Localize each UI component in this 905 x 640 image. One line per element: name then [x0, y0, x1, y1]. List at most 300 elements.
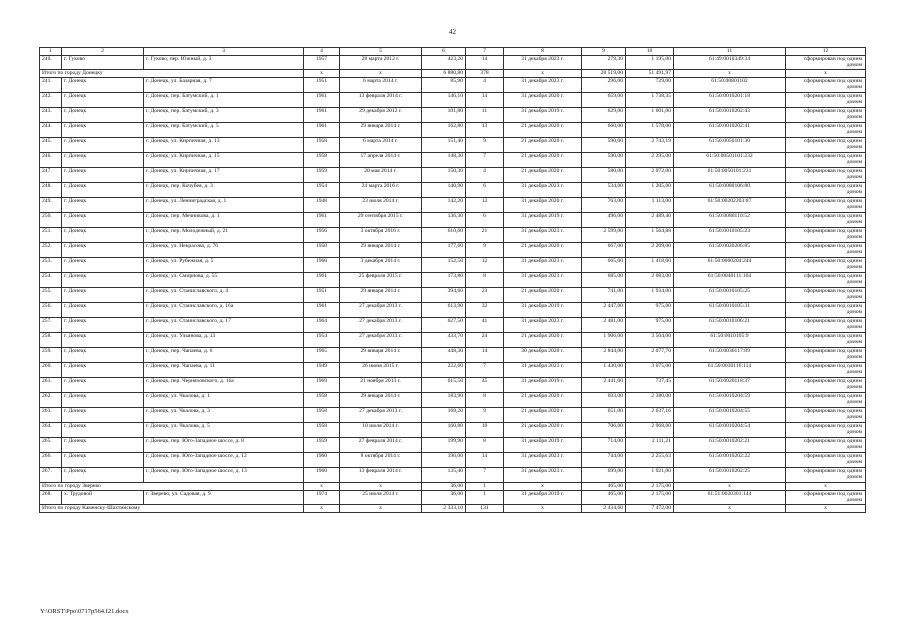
row-col9: 685,00	[582, 272, 626, 287]
row-number: 258.	[40, 332, 62, 347]
row-residents: 21	[466, 227, 504, 242]
row-address: г. Донецк, ул. Базарная, д. 7	[144, 77, 304, 92]
row-status: сформирован под одним домом	[786, 122, 866, 137]
row-col9: 744,00	[582, 452, 626, 467]
row-col9: 714,00	[582, 437, 626, 452]
row-col9: 693,00	[582, 392, 626, 407]
row-deadline: 21 декабря 2020 г.	[504, 407, 582, 422]
row-status: сформирован под одним домом	[786, 152, 866, 167]
subtotal-col12: x	[786, 69, 866, 77]
row-col9: 465,00	[582, 490, 626, 504]
table-row	[40, 437, 866, 452]
table-row	[40, 212, 866, 227]
row-area: 613,90	[422, 302, 466, 317]
row-year: 1959	[304, 437, 340, 452]
row-area: 85,90	[422, 77, 466, 92]
row-date: 29 декабря 2012 г.	[340, 107, 422, 122]
row-status: сформирован под одним домом	[786, 407, 866, 422]
row-address: г. Донецк, пер. Чапаева, д. 6	[144, 347, 304, 362]
row-number: 257.	[40, 317, 62, 332]
row-col9: 651,00	[582, 407, 626, 422]
subtotal-area: 2 333,10	[422, 504, 466, 512]
row-deadline: 21 декабря 2020 г.	[504, 167, 582, 182]
row-residents: 12	[466, 197, 504, 212]
row-city: г. Донецк	[62, 437, 144, 452]
row-year: 1954	[304, 332, 340, 347]
table-row	[40, 122, 866, 137]
row-number: 265.	[40, 437, 62, 452]
row-date: 3 декабря 2014 г.	[340, 257, 422, 272]
row-col10: 3 504,00	[626, 332, 674, 347]
subtotal-col10: 7 472,00	[626, 504, 674, 512]
row-status: сформирован под одним домом	[786, 377, 866, 392]
row-deadline: 21 декабря 2020 г.	[504, 242, 582, 257]
row-col10: 729,00	[626, 77, 674, 92]
subtotal-date: x	[340, 504, 422, 512]
row-deadline: 31 декабря 2023 г.	[504, 257, 582, 272]
row-area: 152,50	[422, 257, 466, 272]
row-col10: 3 075,00	[626, 362, 674, 377]
row-date: 25 февраля 2015 г.	[340, 272, 422, 287]
row-status: сформирован под одним домом	[786, 227, 866, 242]
row-cadastral: 61:50:0010202:25	[674, 467, 786, 482]
row-address: г. Донецк, ул. Ульянова, д. 13	[144, 332, 304, 347]
row-city: г. Донецк	[62, 122, 144, 137]
row-status: сформирован под одним домом	[786, 490, 866, 504]
row-status: сформирован под одним домом	[786, 452, 866, 467]
row-cadastral: 61:50:0020206:85	[674, 242, 786, 257]
row-number: 261.	[40, 377, 62, 392]
row-address: г. Донецк, ул. Станиславского, д. 4	[144, 287, 304, 302]
row-col9: 741,00	[582, 287, 626, 302]
row-status: сформирован под одним домом	[786, 257, 866, 272]
subtotal-label: Итого по городу Зверево	[40, 482, 304, 490]
row-date: 29 января 2014 г.	[340, 392, 422, 407]
row-number: 241.	[40, 77, 62, 92]
row-residents: 14	[466, 56, 504, 70]
row-col10: 975,00	[626, 302, 674, 317]
row-city: г. Гуково	[62, 56, 144, 70]
column-number: 2	[62, 48, 144, 56]
table-row	[40, 56, 866, 70]
row-deadline: 31 декабря 2019 г.	[504, 302, 582, 317]
row-residents: 1	[466, 490, 504, 504]
row-area: 173,80	[422, 272, 466, 287]
row-date: 27 декабря 2013 г.	[340, 407, 422, 422]
row-number: 250.	[40, 212, 62, 227]
column-number: 12	[786, 48, 866, 56]
row-date: 29 сентября 2015 г.	[340, 212, 422, 227]
row-deadline: 21 декабря 2020 г.	[504, 137, 582, 152]
row-residents: 6	[466, 212, 504, 227]
subtotal-year: x	[304, 482, 340, 490]
row-address: г. Гуково, пер. Южный, д. 3	[144, 56, 304, 70]
row-area: 140,90	[422, 182, 466, 197]
row-address: г. Донецк, ул. Чкалова, д. 3	[144, 407, 304, 422]
row-area: 183,90	[422, 392, 466, 407]
row-year: 1950	[304, 242, 340, 257]
subtotal-year: x	[304, 504, 340, 512]
row-col10: 1 601,00	[626, 107, 674, 122]
table-row	[40, 490, 866, 504]
row-residents: 9	[466, 242, 504, 257]
row-city: г. Донецк	[62, 287, 144, 302]
row-cadastral: 61:50:0010204:55	[674, 407, 786, 422]
row-col9: 659,00	[582, 92, 626, 107]
row-number: 251.	[40, 227, 62, 242]
table-row	[40, 407, 866, 422]
row-col9: 590,00	[582, 152, 626, 167]
subtotal-col9: 28 519,00	[582, 69, 626, 77]
column-number: 6	[422, 48, 466, 56]
row-cadastral: 61:50:0030117:89	[674, 347, 786, 362]
row-deadline: 21 декабря 2020 г.	[504, 152, 582, 167]
row-cadastral: 61:51:0020301:144	[674, 490, 786, 504]
subtotal-residents: 1	[466, 482, 504, 490]
row-col9: 279,30	[582, 56, 626, 70]
table-row	[40, 167, 866, 182]
row-col10: 1 195,00	[626, 56, 674, 70]
row-status: сформирован под одним домом	[786, 347, 866, 362]
subtotal-date: x	[340, 482, 422, 490]
row-area: 627,50	[422, 317, 466, 332]
row-date: 27 декабря 2013 г.	[340, 332, 422, 347]
row-col9: 2 599,00	[582, 227, 626, 242]
row-deadline: 31 декабря 2019 г.	[504, 437, 582, 452]
row-status: сформирован под одним домом	[786, 317, 866, 332]
row-residents: 10	[466, 422, 504, 437]
row-deadline: 21 декабря 2020 г.	[504, 122, 582, 137]
column-number: 1	[40, 48, 62, 56]
row-address: г. Донецк, пер. Батумский, д. 1	[144, 92, 304, 107]
row-status: сформирован под одним домом	[786, 92, 866, 107]
row-cadastral: 61:50:00501101:232	[674, 152, 786, 167]
row-cadastral: 61:50:0010202:21	[674, 437, 786, 452]
row-residents: 8	[466, 392, 504, 407]
column-number: 5	[340, 48, 422, 56]
row-col9: 2 481,00	[582, 317, 626, 332]
row-area: 150,30	[422, 167, 466, 182]
table-row	[40, 392, 866, 407]
row-number: 252.	[40, 242, 62, 257]
row-year: 1959	[304, 167, 340, 182]
row-address: г. Донецк, пер. Молодежный, д. 21	[144, 227, 304, 242]
row-city: г. Донецк	[62, 227, 144, 242]
row-city: г. Донецк	[62, 167, 144, 182]
table-row	[40, 317, 866, 332]
row-deadline: 31 декабря 2023 г.	[504, 56, 582, 70]
row-col10: 1 418,00	[626, 257, 674, 272]
row-date: 21 ноября 2013 г.	[340, 377, 422, 392]
row-number: 263.	[40, 407, 62, 422]
row-deadline: 31 декабря 2023 г.	[504, 467, 582, 482]
table-row	[40, 452, 866, 467]
row-deadline: 31 декабря 2023 г.	[504, 227, 582, 242]
row-number: 262.	[40, 392, 62, 407]
housing-table	[39, 47, 866, 513]
row-col9: 496,00	[582, 212, 626, 227]
table-row	[40, 347, 866, 362]
row-address: г. Донецк, пер. Черняховского, д. 16а	[144, 377, 304, 392]
row-city: г. Донецк	[62, 197, 144, 212]
row-cadastral: 61:50:0030116:114	[674, 362, 786, 377]
row-residents: 8	[466, 437, 504, 452]
row-address: г. Зверево, ул. Садовая, д. 9	[144, 490, 304, 504]
row-col9: 2 844,00	[582, 347, 626, 362]
row-number: 245.	[40, 137, 62, 152]
row-city: г. Донецк	[62, 92, 144, 107]
row-area: 222,60	[422, 362, 466, 377]
row-status: сформирован под одним домом	[786, 422, 866, 437]
row-status: сформирован под одним домом	[786, 302, 866, 317]
row-date: 3 октября 2016 г.	[340, 227, 422, 242]
row-col10: 1 934,00	[626, 287, 674, 302]
table-row	[40, 287, 866, 302]
row-number: 254.	[40, 272, 62, 287]
row-number: 253.	[40, 257, 62, 272]
row-number: 240.	[40, 56, 62, 70]
row-residents: 9	[466, 407, 504, 422]
subtotal-col11: x	[674, 69, 786, 77]
row-city: г. Донецк	[62, 422, 144, 437]
row-cadastral: 61:50:0010202:41	[674, 122, 786, 137]
row-address: г. Донецк, ул. Кирпичная, д. 15	[144, 152, 304, 167]
subtotal-col12: x	[786, 482, 866, 490]
row-residents: 4	[466, 167, 504, 182]
row-area: 101,80	[422, 107, 466, 122]
row-cadastral: 61:50:0010202:22	[674, 452, 786, 467]
row-col9: 2 441,00	[582, 377, 626, 392]
table-row	[40, 377, 866, 392]
row-col10: 1 578,00	[626, 122, 674, 137]
row-address: г. Донецк, пер. Юго-Западное шоссе, д. 13	[144, 467, 304, 482]
row-year: 1961	[304, 212, 340, 227]
subtotal-col12: x	[786, 504, 866, 512]
row-deadline: 31 декабря 2023 г.	[504, 272, 582, 287]
row-city: г. Донецк	[62, 137, 144, 152]
row-date: 20 мая 2014 г.	[340, 167, 422, 182]
table-row	[40, 152, 866, 167]
row-col10: 2 380,00	[626, 392, 674, 407]
table-row	[40, 272, 866, 287]
row-deadline: 21 декабря 2020 г.	[504, 287, 582, 302]
subtotal-label: Итого по городу Донецку	[40, 69, 304, 77]
row-col9: 534,00	[582, 182, 626, 197]
row-col10: 1 564,88	[626, 227, 674, 242]
subtotal-year: x	[304, 69, 340, 77]
row-address: г. Донецк, ул. Рубежная, д. 5	[144, 257, 304, 272]
row-col10: 2 111,21	[626, 437, 674, 452]
row-area: 168,20	[422, 407, 466, 422]
subtotal-col9: 465,00	[582, 482, 626, 490]
row-number: 249.	[40, 197, 62, 212]
row-col9: 629,00	[582, 107, 626, 122]
row-address: г. Донецк, ул. Чкалова, д. 1	[144, 392, 304, 407]
row-city: г. Донецк	[62, 182, 144, 197]
row-status: сформирован под одним домом	[786, 107, 866, 122]
row-status: сформирован под одним домом	[786, 56, 866, 70]
row-city: г. Донецк	[62, 407, 144, 422]
row-cadastral: 61:50:00801102	[674, 77, 786, 92]
row-address: г. Донецк, ул. Кирпичная, д. 13	[144, 137, 304, 152]
row-year: 1960	[304, 257, 340, 272]
row-year: 1961	[304, 302, 340, 317]
column-number: 7	[466, 48, 504, 56]
row-date: 23 июля 2014 г.	[340, 197, 422, 212]
row-number: 268.	[40, 490, 62, 504]
row-col9: 580,00	[582, 167, 626, 182]
row-year: 1958	[304, 137, 340, 152]
row-cadastral: 61:50:0010204:59	[674, 392, 786, 407]
row-number: 246.	[40, 152, 62, 167]
subtotal-residents: 378	[466, 69, 504, 77]
row-cadastral: 61:50:0020118:37	[674, 377, 786, 392]
row-cadastral: 61:50:0010202:43	[674, 107, 786, 122]
row-col9: 763,00	[582, 197, 626, 212]
row-number: 248.	[40, 182, 62, 197]
row-cadastral: 61:50:0080110:52	[674, 212, 786, 227]
column-number: 4	[304, 48, 340, 56]
row-city: г. Донецк	[62, 347, 144, 362]
row-col10: 2 072,00	[626, 167, 674, 182]
row-residents: 14	[466, 92, 504, 107]
row-residents: 45	[466, 377, 504, 392]
row-residents: 14	[466, 347, 504, 362]
row-deadline: 31 декабря 2019 г.	[504, 212, 582, 227]
row-date: 10 июля 2014 г.	[340, 422, 422, 437]
row-col10: 1 021,00	[626, 467, 674, 482]
subtotal-date: x	[340, 69, 422, 77]
table-row	[40, 257, 866, 272]
row-cadastral: 61:50:0010105:23	[674, 227, 786, 242]
row-number: 244.	[40, 122, 62, 137]
row-date: 24 марта 2016 г.	[340, 182, 422, 197]
row-col9: 699,00	[582, 467, 626, 482]
row-number: 267.	[40, 467, 62, 482]
row-number: 243.	[40, 107, 62, 122]
row-status: сформирован под одним домом	[786, 437, 866, 452]
row-deadline: 31 декабря 2023 г.	[504, 362, 582, 377]
row-year: 1949	[304, 362, 340, 377]
row-year: 1951	[304, 287, 340, 302]
row-address: г. Донецк, ул. Станиславского, д. 16а	[144, 302, 304, 317]
row-deadline: 30 декабря 2020 г.	[504, 347, 582, 362]
table-body	[40, 56, 866, 513]
row-date: 29 января 2014 г.	[340, 287, 422, 302]
row-city: г. Донецк	[62, 317, 144, 332]
row-number: 256.	[40, 302, 62, 317]
table-row	[40, 362, 866, 377]
row-year: 1958	[304, 152, 340, 167]
row-address: г. Донецк, пер. Юго-Западное шоссе, д. 8	[144, 437, 304, 452]
row-col9: 706,00	[582, 422, 626, 437]
row-residents: 24	[466, 332, 504, 347]
row-status: сформирован под одним домом	[786, 197, 866, 212]
row-date: 26 июня 2015 г.	[340, 362, 422, 377]
row-cadastral: 61:50:00202203:87	[674, 197, 786, 212]
column-number-row	[40, 48, 866, 56]
subtotal-deadline: x	[504, 504, 582, 512]
row-date: 25 июля 2014 г.	[340, 490, 422, 504]
row-date: 27 декабря 2013 г.	[340, 317, 422, 332]
row-cadastral: 61:50:0010105:9	[674, 332, 786, 347]
row-area: 448,30	[422, 347, 466, 362]
subtotal-col9: 2 434,60	[582, 504, 626, 512]
row-year: 1961	[304, 92, 340, 107]
row-city: г. Донецк	[62, 212, 144, 227]
row-address: г. Донецк, ул. Кирпичная, д. 17	[144, 167, 304, 182]
row-deadline: 21 декабря 2020 г.	[504, 422, 582, 437]
column-number: 3	[144, 48, 304, 56]
row-date: 13 февраля 2014 г.	[340, 467, 422, 482]
row-deadline: 31 декабря 2023 г.	[504, 452, 582, 467]
table-row	[40, 467, 866, 482]
row-area: 423,20	[422, 56, 466, 70]
row-deadline: 31 декабря 2023 г.	[504, 77, 582, 92]
subtotal-label: Итого по городу Каменску-Шахтинскому	[40, 504, 304, 512]
row-city: г. Донецк	[62, 362, 144, 377]
row-year: 1958	[304, 392, 340, 407]
subtotal-area: 6 880,80	[422, 69, 466, 77]
row-date: 13 февраля 2014 г.	[340, 92, 422, 107]
row-residents: 13	[466, 122, 504, 137]
row-city: г. Донецк	[62, 257, 144, 272]
row-address: г. Донецк, пер. Кочубея, д. 3	[144, 182, 304, 197]
column-number: 8	[504, 48, 582, 56]
row-date: 28 марта 2012 г.	[340, 56, 422, 70]
row-cadastral: 61:50:0050101:30	[674, 137, 786, 152]
row-number: 259.	[40, 347, 62, 362]
table-row	[40, 77, 866, 92]
row-residents: 7	[466, 152, 504, 167]
row-year: 1964	[304, 317, 340, 332]
row-city: г. Донецк	[62, 377, 144, 392]
row-cadastral: 61:50:0010105:31	[674, 302, 786, 317]
row-number: 242.	[40, 92, 62, 107]
row-col10: 1 113,00	[626, 197, 674, 212]
row-cadastral: 61:50:0010204:54	[674, 422, 786, 437]
row-residents: 23	[466, 287, 504, 302]
row-date: 6 марта 2014 г.	[340, 137, 422, 152]
row-year: 1960	[304, 452, 340, 467]
row-year: 1965	[304, 347, 340, 362]
row-col10: 1 205,00	[626, 182, 674, 197]
subtotal-area: 36,00	[422, 482, 466, 490]
row-address: г. Донецк, ул. Чкалова, д. 5	[144, 422, 304, 437]
row-col9: 667,00	[582, 242, 626, 257]
row-col10: 2 175,00	[626, 490, 674, 504]
subtotal-col10: 51 491,97	[626, 69, 674, 77]
row-col9: 2 447,00	[582, 302, 626, 317]
row-residents: 41	[466, 317, 504, 332]
row-number: 266.	[40, 452, 62, 467]
table-row	[40, 422, 866, 437]
table-row	[40, 137, 866, 152]
row-date: 29 января 2014 г.	[340, 347, 422, 362]
row-area: 199,90	[422, 437, 466, 452]
subtotal-col11: x	[674, 482, 786, 490]
row-col10: 2 255,63	[626, 452, 674, 467]
row-address: г. Донецк, пер. Чапаева, д. 11	[144, 362, 304, 377]
row-residents: 9	[466, 137, 504, 152]
row-year: 1969	[304, 377, 340, 392]
row-col10: 2 295,00	[626, 152, 674, 167]
row-status: сформирован под одним домом	[786, 272, 866, 287]
row-number: 255.	[40, 287, 62, 302]
row-area: 151,40	[422, 137, 466, 152]
table-row	[40, 107, 866, 122]
row-residents: 7	[466, 467, 504, 482]
